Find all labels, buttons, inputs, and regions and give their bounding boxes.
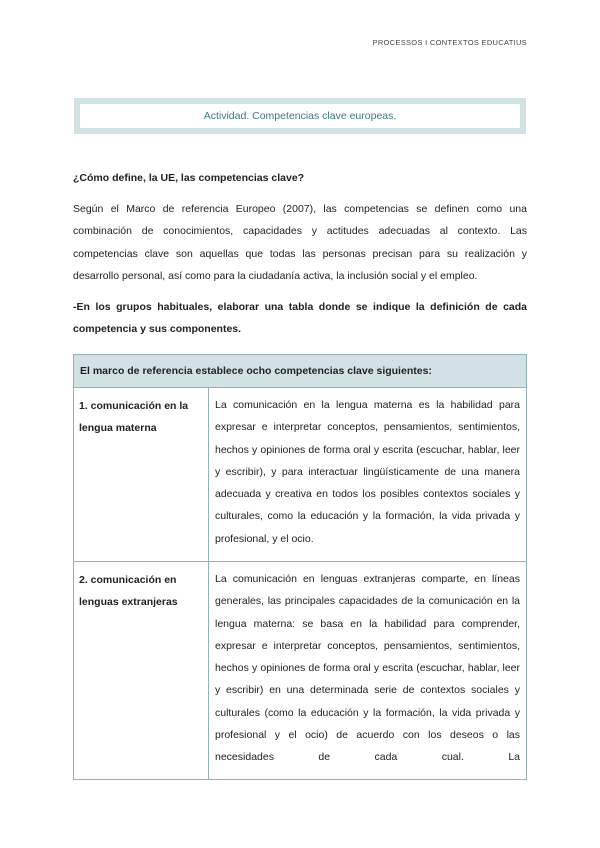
table-row (74, 388, 527, 562)
activity-title-box (74, 98, 526, 134)
section-question: ¿Cómo define, la UE, las competencias clave? (73, 172, 305, 184)
activity-title: Actividad. Competencias clave europeas. (80, 104, 520, 128)
table-row (74, 562, 527, 780)
competency-name: 2. comunicación en lenguas extranjeras (74, 562, 209, 780)
table-header: El marco de referencia establece ocho competencias clave siguientes: (74, 355, 527, 388)
competency-name: 1. comunicación en la lengua materna (74, 388, 209, 562)
competency-description: La comunicación en lenguas extranjeras comparte, en líneas generales, las principales capacidades de la comunicación en la lengua materna: se basa en la habilidad para comprender, expresar e interpretar conceptos, pensamientos, sentimientos, hechos y opiniones de forma oral y escrita (escuchar, hablar, leer y escribir) en una determinada serie de contextos sociales y culturales (como la educación y la formación, la vida privada y profesional y el ocio) de acuerdo con los deseos o las necesidades de cada cual. La (209, 562, 527, 780)
table-header-row (74, 355, 527, 388)
instruction-paragraph: -En los grupos habituales, elaborar una tabla donde se indique la definición de cada competencia y sus componentes. (73, 301, 527, 336)
running-header: PROCESSOS I CONTEXTOS EDUCATIUS (372, 38, 527, 47)
competencies-table (73, 354, 527, 780)
competency-description: La comunicación en la lengua materna es la habilidad para expresar e interpretar conceptos, pensamientos, sentimientos, hechos y opiniones de forma oral y escrita (escuchar, hablar, leer y escribir), y para interactuar lingüísticamente de una manera adecuada y creativa en todos los posibles contextos sociales y culturales, como la educación y la formación, la vida privada y profesional, y el ocio. (209, 388, 527, 562)
definition-paragraph: Según el Marco de referencia Europeo (2007), las competencias se definen como una combinación de conocimientos, capacidades y actitudes adecuadas al contexto. Las competencias clave son aquellas que todas las personas precisan para su realización y desarrollo personal, así como para la ciudadanía activa, la inclusión social y el empleo. (73, 203, 527, 282)
